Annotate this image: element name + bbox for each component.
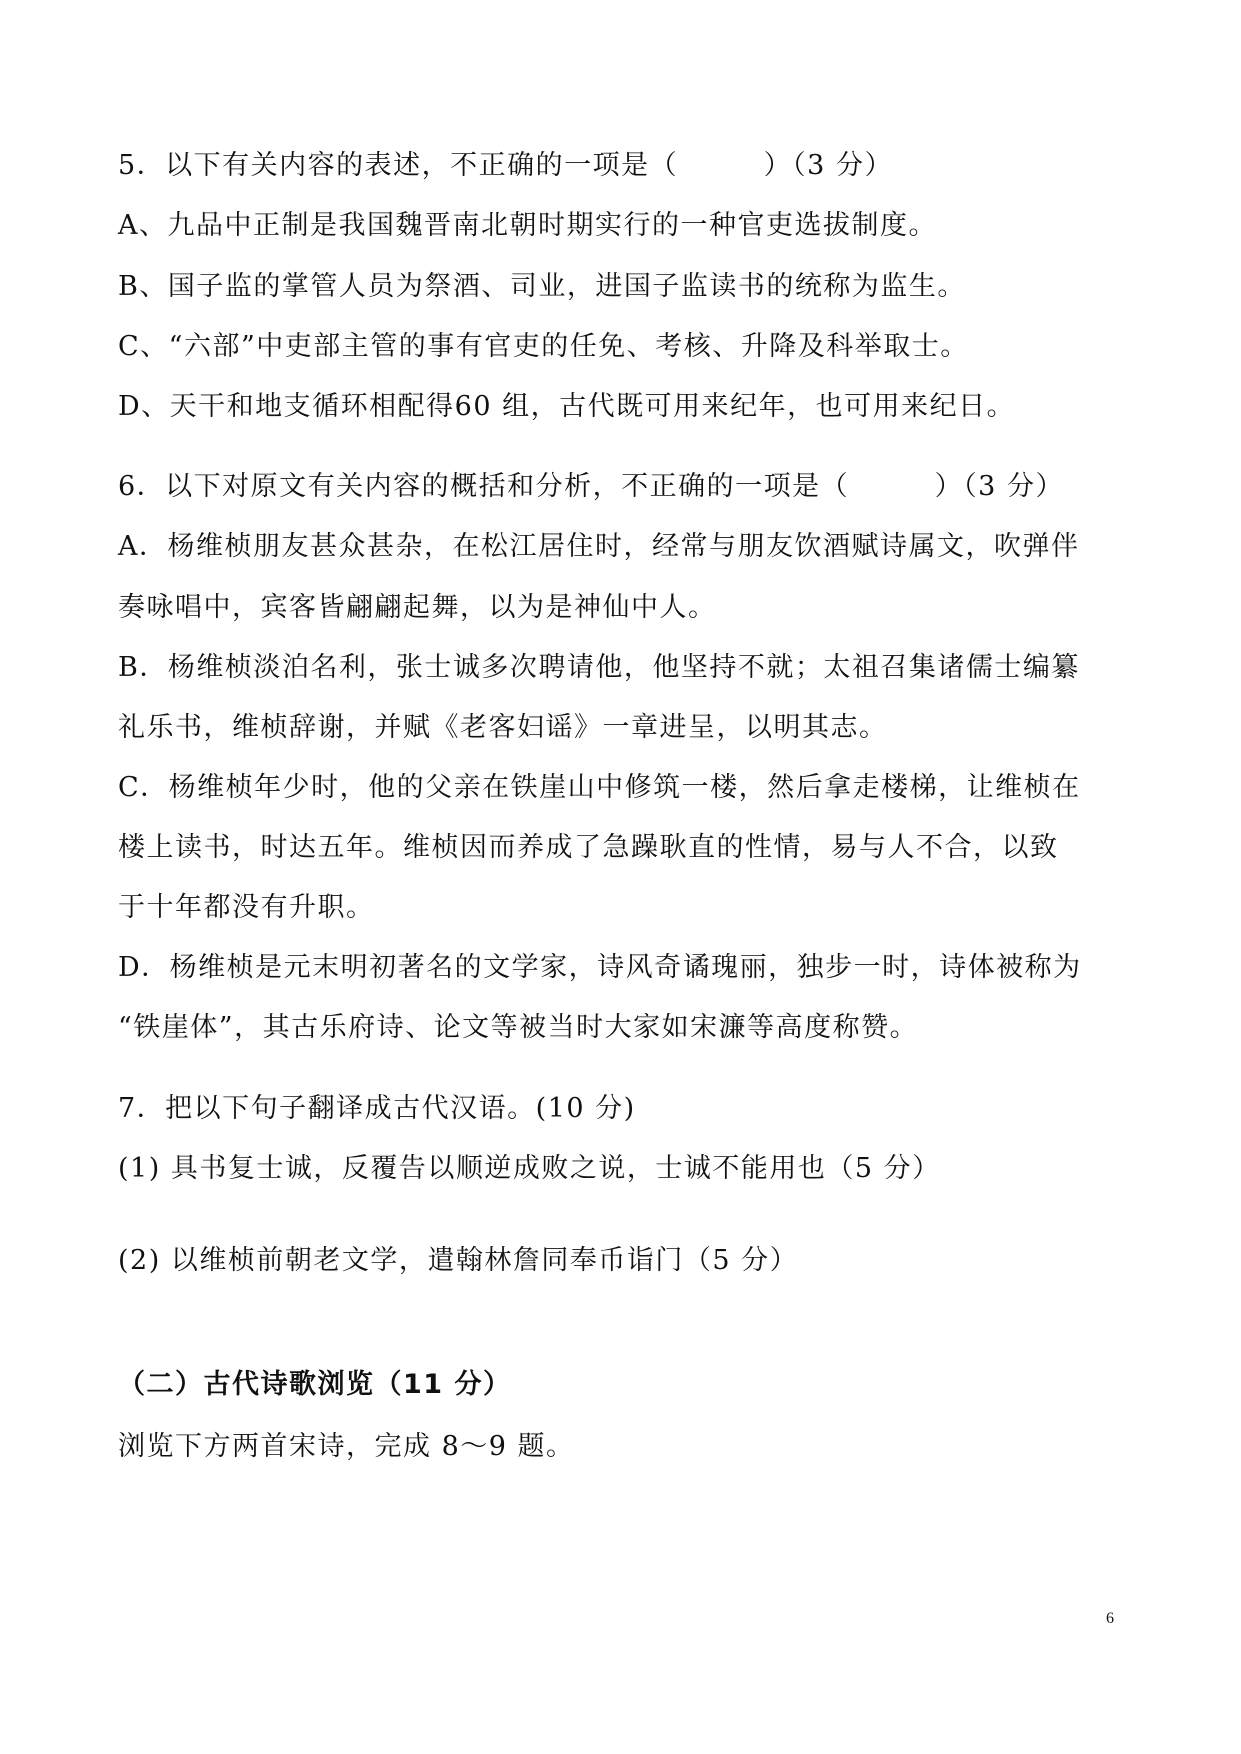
question-7-sub-1: (1) 具书复士诚，反覆告以顺逆成败之说，士诚不能用也（5 分） [118, 1153, 941, 1184]
question-6-line: 于十年都没有升职。 [118, 892, 375, 923]
section-intro: 浏览下方两首宋诗，完成 8～9 题。 [118, 1431, 575, 1462]
section-heading: （二）古代诗歌浏览（11 分） [118, 1369, 512, 1400]
question-6-line: “铁崖体”，其古乐府诗、论文等被当时大家如宋濂等高度称赞。 [118, 1012, 919, 1043]
question-6-stem: 6．以下对原文有关内容的概括和分析，不正确的一项是（ ）（3 分） [118, 471, 1064, 502]
question-6-line: 礼乐书，维桢辞谢，并赋《老客妇谣》一章进呈，以明其志。 [118, 712, 888, 743]
question-6-line: A．杨维桢朋友甚众甚杂，在松江居住时，经常与朋友饮酒赋诗属文，吹弹伴 [118, 531, 1080, 562]
question-6-line: D．杨维桢是元末明初著名的文学家，诗风奇谲瑰丽，独步一时，诗体被称为 [118, 952, 1082, 983]
question-7-stem: 7．把以下句子翻译成古代汉语。(10 分) [118, 1093, 636, 1124]
page-number: 6 [1106, 1610, 1114, 1627]
question-5-option-d: D、天干和地支循环相配得60 组，古代既可用来纪年，也可用来纪日。 [118, 391, 1016, 422]
question-5-stem: 5．以下有关内容的表述，不正确的一项是（ ）（3 分） [118, 150, 893, 181]
question-6-line: 奏咏唱中，宾客皆翩翩起舞，以为是神仙中人。 [118, 592, 717, 623]
question-6-line: C．杨维桢年少时，他的父亲在铁崖山中修筑一楼，然后拿走楼梯，让维桢在 [118, 772, 1081, 803]
question-5-option-c: C、“六部”中吏部主管的事有官吏的任免、考核、升降及科举取士。 [118, 331, 969, 362]
question-6-line: B．杨维桢淡泊名利，张士诚多次聘请他，他坚持不就；太祖召集诸儒士编纂 [118, 652, 1080, 683]
question-5-option-b: B、国子监的掌管人员为祭酒、司业，进国子监读书的统称为监生。 [118, 271, 966, 302]
question-7-sub-2: (2) 以维桢前朝老文学，遣翰林詹同奉币诣门（5 分） [118, 1245, 799, 1276]
question-6-line: 楼上读书，时达五年。维桢因而养成了急躁耿直的性情，易与人不合，以致 [118, 832, 1059, 863]
question-5-option-a: A、九品中正制是我国魏晋南北朝时期实行的一种官吏选拔制度。 [118, 210, 937, 241]
